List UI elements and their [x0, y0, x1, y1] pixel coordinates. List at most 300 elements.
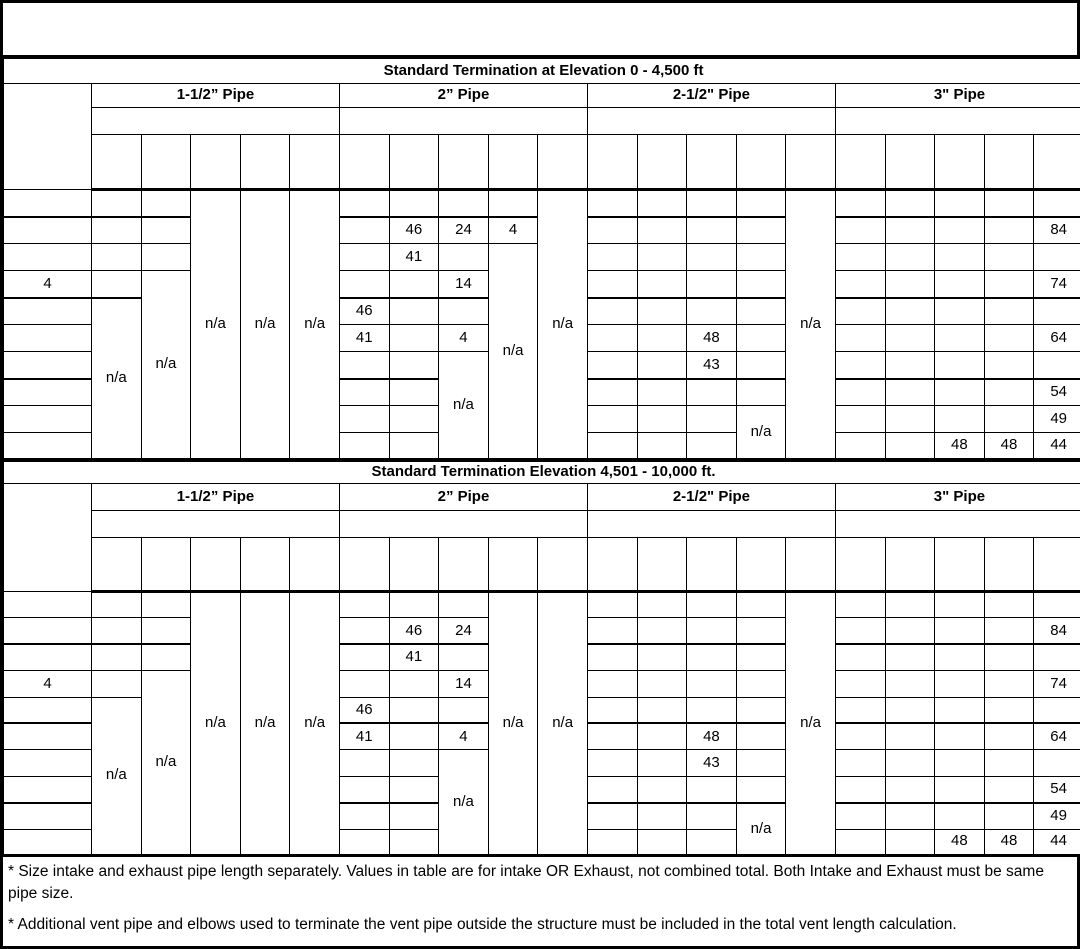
- empty-cell: [637, 592, 687, 618]
- empty-cell: [984, 803, 1034, 829]
- empty-cell: [389, 379, 439, 406]
- empty-cell: [439, 298, 489, 325]
- empty-cell: [885, 271, 935, 298]
- value-cell: 43: [687, 352, 737, 379]
- empty-subheader-row: [4, 108, 1080, 135]
- empty-cell: [339, 592, 389, 618]
- empty-cell: [439, 697, 489, 723]
- na-cell: n/a: [736, 803, 786, 856]
- empty-cell: [389, 776, 439, 802]
- value-cell: 54: [1034, 776, 1080, 802]
- empty-cell: [92, 271, 142, 298]
- empty-cell: [984, 298, 1034, 325]
- na-cell: n/a: [290, 592, 340, 856]
- empty-cell: [637, 433, 687, 460]
- empty-cell: [587, 379, 637, 406]
- column-header-cell: [92, 135, 142, 190]
- row-label-cell: [4, 803, 92, 829]
- column-header-cell: [587, 135, 637, 190]
- empty-cell: [1034, 697, 1080, 723]
- empty-cell: [141, 244, 191, 271]
- empty-cell: [885, 352, 935, 379]
- empty-cell: [637, 325, 687, 352]
- empty-cell: [339, 829, 389, 855]
- empty-cell: [687, 298, 737, 325]
- empty-cell: [885, 592, 935, 618]
- empty-cell: [885, 723, 935, 749]
- na-cell: n/a: [538, 592, 588, 856]
- value-cell: 48: [687, 723, 737, 749]
- pipe-size-header: 3" Pipe: [835, 84, 1080, 108]
- empty-cell: [736, 592, 786, 618]
- empty-cell: [687, 190, 737, 217]
- empty-cell: [984, 671, 1034, 697]
- na-cell: n/a: [439, 750, 489, 856]
- row-label-cell: [4, 244, 92, 271]
- empty-cell: [339, 271, 389, 298]
- empty-cell: [637, 190, 687, 217]
- empty-cell: [1034, 644, 1080, 670]
- value-cell: 48: [687, 325, 737, 352]
- row-label-cell: [4, 750, 92, 776]
- row-label-cell: [4, 298, 92, 325]
- value-cell: 46: [339, 298, 389, 325]
- value-cell: 74: [1034, 671, 1080, 697]
- empty-cell: [389, 803, 439, 829]
- column-header-cell: [240, 538, 290, 592]
- empty-cell: [835, 644, 885, 670]
- empty-cell: [389, 592, 439, 618]
- empty-cell: [885, 325, 935, 352]
- empty-cell: [687, 217, 737, 244]
- value-cell: 24: [439, 217, 489, 244]
- vent-table-elevation-0-4500: [3, 58, 1080, 461]
- column-header-cell: [141, 135, 191, 190]
- value-cell: 46: [389, 618, 439, 644]
- empty-cell: [687, 697, 737, 723]
- empty-subheader-cell: [587, 108, 835, 135]
- empty-cell: [885, 776, 935, 802]
- empty-cell: [339, 406, 389, 433]
- row-label-cell: [4, 352, 92, 379]
- column-header-cell: [885, 135, 935, 190]
- empty-cell: [935, 697, 985, 723]
- empty-cell: [587, 803, 637, 829]
- empty-cell: [389, 829, 439, 855]
- empty-cell: [389, 271, 439, 298]
- empty-cell: [687, 592, 737, 618]
- empty-cell: [935, 803, 985, 829]
- empty-cell: [587, 406, 637, 433]
- empty-cell: [339, 190, 389, 217]
- empty-cell: [935, 618, 985, 644]
- value-cell: 48: [984, 829, 1034, 855]
- column-header-cell: [290, 135, 340, 190]
- column-header-cell: [439, 538, 489, 592]
- empty-cell: [389, 352, 439, 379]
- na-cell: n/a: [92, 697, 142, 855]
- empty-cell: [92, 592, 142, 618]
- empty-cell: [835, 352, 885, 379]
- notes-section: [3, 857, 1077, 946]
- value-cell: 41: [389, 644, 439, 670]
- empty-subheader-row: [4, 511, 1080, 538]
- na-cell: n/a: [488, 592, 538, 856]
- table-title-row: [4, 59, 1080, 84]
- empty-cell: [439, 244, 489, 271]
- empty-cell: [935, 379, 985, 406]
- empty-cell: [339, 803, 389, 829]
- empty-cell: [389, 750, 439, 776]
- empty-cell: [439, 592, 489, 618]
- pipe-size-header: 1-1/2” Pipe: [92, 484, 340, 511]
- empty-cell: [687, 618, 737, 644]
- empty-cell: [687, 406, 737, 433]
- column-header-cell: [389, 135, 439, 190]
- column-header-cell: [835, 538, 885, 592]
- empty-cell: [687, 244, 737, 271]
- empty-subheader-cell: [92, 108, 340, 135]
- empty-cell: [835, 217, 885, 244]
- pipe-size-header: 2-1/2" Pipe: [587, 484, 835, 511]
- empty-cell: [736, 750, 786, 776]
- empty-cell: [885, 644, 935, 670]
- empty-cell: [835, 406, 885, 433]
- column-header-cell: [935, 135, 985, 190]
- empty-cell: [835, 618, 885, 644]
- empty-cell: [637, 217, 687, 244]
- value-cell: 84: [1034, 217, 1080, 244]
- row-label-cell: [4, 829, 92, 855]
- empty-cell: [935, 776, 985, 802]
- empty-cell: [587, 750, 637, 776]
- table-title: Standard Termination Elevation 4,501 - 10,000 ft.: [4, 462, 1080, 484]
- na-cell: n/a: [290, 190, 340, 460]
- empty-cell: [984, 697, 1034, 723]
- empty-cell: [736, 244, 786, 271]
- empty-cell: [984, 244, 1034, 271]
- empty-cell: [736, 776, 786, 802]
- top-empty-block: [3, 3, 1077, 58]
- na-cell: n/a: [141, 671, 191, 856]
- empty-cell: [339, 644, 389, 670]
- row-label-cell: 4: [4, 271, 92, 298]
- na-cell: n/a: [786, 592, 836, 856]
- column-header-cell: [290, 538, 340, 592]
- empty-cell: [587, 271, 637, 298]
- empty-cell: [339, 750, 389, 776]
- empty-cell: [92, 618, 142, 644]
- empty-cell: [92, 644, 142, 670]
- empty-cell: [587, 644, 637, 670]
- table-row: [4, 190, 1080, 217]
- empty-cell: [637, 271, 687, 298]
- empty-cell: [984, 776, 1034, 802]
- na-cell: n/a: [240, 592, 290, 856]
- na-cell: n/a: [240, 190, 290, 460]
- empty-cell: [984, 592, 1034, 618]
- empty-cell: [1034, 244, 1080, 271]
- pipe-size-header: 2” Pipe: [339, 84, 587, 108]
- empty-cell: [637, 723, 687, 749]
- empty-cell: [1034, 592, 1080, 618]
- column-header-cell: [736, 538, 786, 592]
- empty-cell: [835, 271, 885, 298]
- row-label-cell: [4, 723, 92, 749]
- empty-cell: [736, 190, 786, 217]
- empty-cell: [984, 644, 1034, 670]
- empty-cell: [687, 644, 737, 670]
- na-cell: n/a: [538, 190, 588, 460]
- empty-cell: [1034, 190, 1080, 217]
- empty-subheader-cell: [92, 511, 340, 538]
- empty-cell: [835, 244, 885, 271]
- row-label-cell: [4, 776, 92, 802]
- na-cell: n/a: [191, 190, 241, 460]
- note-sizing: * Size intake and exhaust pipe length separately. Values in table are for intake OR Exhaust, not combined total. Both Intake and Exhaust must be same pipe size.: [8, 862, 1044, 902]
- na-cell: n/a: [736, 406, 786, 460]
- empty-cell: [885, 244, 935, 271]
- empty-cell: [736, 618, 786, 644]
- na-cell: n/a: [488, 244, 538, 460]
- empty-cell: [935, 592, 985, 618]
- column-header-cell: [141, 538, 191, 592]
- value-cell: 48: [935, 433, 985, 460]
- empty-cell: [935, 217, 985, 244]
- empty-cell: [935, 406, 985, 433]
- empty-cell: [637, 776, 687, 802]
- empty-cell: [339, 433, 389, 460]
- pipe-size-header-row: [4, 484, 1080, 511]
- empty-cell: [835, 190, 885, 217]
- empty-cell: [736, 723, 786, 749]
- empty-cell: [637, 750, 687, 776]
- empty-cell: [885, 671, 935, 697]
- empty-cell: [736, 644, 786, 670]
- empty-cell: [885, 829, 935, 855]
- empty-cell: [885, 750, 935, 776]
- value-cell: 4: [488, 217, 538, 244]
- empty-cell: [984, 379, 1034, 406]
- empty-cell: [141, 217, 191, 244]
- empty-cell: [835, 671, 885, 697]
- empty-cell: [935, 352, 985, 379]
- value-cell: 14: [439, 671, 489, 697]
- header-corner-cell: [4, 484, 92, 592]
- empty-cell: [637, 244, 687, 271]
- column-header-cell: [637, 538, 687, 592]
- empty-cell: [736, 271, 786, 298]
- empty-cell: [1034, 750, 1080, 776]
- empty-cell: [389, 697, 439, 723]
- empty-cell: [587, 776, 637, 802]
- column-header-cell: [984, 538, 1034, 592]
- empty-cell: [687, 271, 737, 298]
- empty-cell: [984, 271, 1034, 298]
- value-cell: 64: [1034, 325, 1080, 352]
- value-cell: 54: [1034, 379, 1080, 406]
- empty-cell: [637, 671, 687, 697]
- column-header-cell: [587, 538, 637, 592]
- empty-cell: [736, 352, 786, 379]
- empty-cell: [835, 750, 885, 776]
- empty-cell: [885, 217, 935, 244]
- empty-cell: [984, 190, 1034, 217]
- empty-cell: [885, 803, 935, 829]
- row-label-cell: [4, 697, 92, 723]
- empty-cell: [587, 671, 637, 697]
- empty-cell: [835, 829, 885, 855]
- empty-cell: [587, 325, 637, 352]
- empty-cell: [835, 776, 885, 802]
- empty-cell: [92, 190, 142, 217]
- value-cell: 48: [935, 829, 985, 855]
- table-title-row: [4, 462, 1080, 484]
- empty-cell: [587, 697, 637, 723]
- na-cell: n/a: [191, 592, 241, 856]
- empty-cell: [885, 433, 935, 460]
- column-header-cell: [339, 538, 389, 592]
- column-header-cell: [191, 538, 241, 592]
- empty-cell: [736, 671, 786, 697]
- empty-cell: [141, 644, 191, 670]
- row-label-cell: [4, 325, 92, 352]
- column-header-row: [4, 135, 1080, 190]
- empty-cell: [389, 298, 439, 325]
- empty-cell: [339, 379, 389, 406]
- empty-cell: [885, 298, 935, 325]
- empty-cell: [736, 325, 786, 352]
- empty-cell: [587, 829, 637, 855]
- empty-cell: [389, 671, 439, 697]
- row-label-cell: [4, 406, 92, 433]
- empty-cell: [935, 671, 985, 697]
- value-cell: 14: [439, 271, 489, 298]
- column-header-cell: [637, 135, 687, 190]
- value-cell: 4: [439, 723, 489, 749]
- value-cell: 44: [1034, 433, 1080, 460]
- empty-cell: [736, 697, 786, 723]
- column-header-cell: [389, 538, 439, 592]
- value-cell: 41: [339, 723, 389, 749]
- empty-cell: [935, 325, 985, 352]
- na-cell: n/a: [786, 190, 836, 460]
- row-label-cell: [4, 433, 92, 460]
- column-header-cell: [1034, 135, 1080, 190]
- empty-cell: [389, 723, 439, 749]
- na-cell: n/a: [141, 271, 191, 460]
- vent-table-elevation-4501-10000: [3, 461, 1080, 857]
- empty-cell: [935, 271, 985, 298]
- empty-cell: [835, 592, 885, 618]
- empty-cell: [339, 671, 389, 697]
- column-header-cell: [488, 538, 538, 592]
- column-header-cell: [984, 135, 1034, 190]
- empty-cell: [736, 379, 786, 406]
- column-header-cell: [339, 135, 389, 190]
- empty-cell: [339, 217, 389, 244]
- value-cell: 44: [1034, 829, 1080, 855]
- empty-subheader-cell: [339, 511, 587, 538]
- empty-cell: [885, 379, 935, 406]
- column-header-cell: [885, 538, 935, 592]
- empty-cell: [637, 829, 687, 855]
- value-cell: 41: [339, 325, 389, 352]
- empty-cell: [389, 190, 439, 217]
- column-header-cell: [736, 135, 786, 190]
- row-label-cell: [4, 592, 92, 618]
- pipe-size-header-row: [4, 84, 1080, 108]
- empty-subheader-cell: [835, 108, 1080, 135]
- table-row: [4, 592, 1080, 618]
- row-label-cell: [4, 217, 92, 244]
- column-header-cell: [786, 538, 836, 592]
- empty-cell: [984, 406, 1034, 433]
- value-cell: 74: [1034, 271, 1080, 298]
- empty-cell: [687, 671, 737, 697]
- value-cell: 46: [389, 217, 439, 244]
- column-header-cell: [1034, 538, 1080, 592]
- empty-cell: [637, 406, 687, 433]
- empty-cell: [1034, 352, 1080, 379]
- value-cell: 43: [687, 750, 737, 776]
- empty-cell: [587, 592, 637, 618]
- empty-cell: [389, 406, 439, 433]
- empty-cell: [984, 618, 1034, 644]
- column-header-row: [4, 538, 1080, 592]
- empty-cell: [92, 217, 142, 244]
- column-header-cell: [488, 135, 538, 190]
- empty-cell: [389, 325, 439, 352]
- pipe-size-header: 2” Pipe: [339, 484, 587, 511]
- empty-cell: [339, 618, 389, 644]
- column-header-cell: [538, 538, 588, 592]
- empty-cell: [587, 433, 637, 460]
- row-label-cell: 4: [4, 671, 92, 697]
- empty-cell: [835, 697, 885, 723]
- row-label-cell: [4, 618, 92, 644]
- value-cell: 41: [389, 244, 439, 271]
- column-header-cell: [92, 538, 142, 592]
- empty-cell: [687, 803, 737, 829]
- empty-cell: [587, 244, 637, 271]
- empty-cell: [587, 618, 637, 644]
- empty-cell: [587, 352, 637, 379]
- na-cell: n/a: [92, 298, 142, 460]
- empty-cell: [587, 217, 637, 244]
- empty-cell: [687, 829, 737, 855]
- header-corner-cell: [4, 84, 92, 190]
- empty-cell: [835, 379, 885, 406]
- column-header-cell: [687, 135, 737, 190]
- na-cell: n/a: [439, 352, 489, 460]
- empty-cell: [736, 217, 786, 244]
- column-header-cell: [835, 135, 885, 190]
- value-cell: 48: [984, 433, 1034, 460]
- value-cell: 4: [439, 325, 489, 352]
- value-cell: 84: [1034, 618, 1080, 644]
- empty-cell: [935, 750, 985, 776]
- column-header-cell: [191, 135, 241, 190]
- empty-cell: [835, 298, 885, 325]
- empty-cell: [984, 217, 1034, 244]
- empty-cell: [339, 776, 389, 802]
- empty-cell: [587, 190, 637, 217]
- empty-cell: [637, 644, 687, 670]
- row-label-cell: [4, 644, 92, 670]
- pipe-size-header: 2-1/2" Pipe: [587, 84, 835, 108]
- empty-cell: [389, 433, 439, 460]
